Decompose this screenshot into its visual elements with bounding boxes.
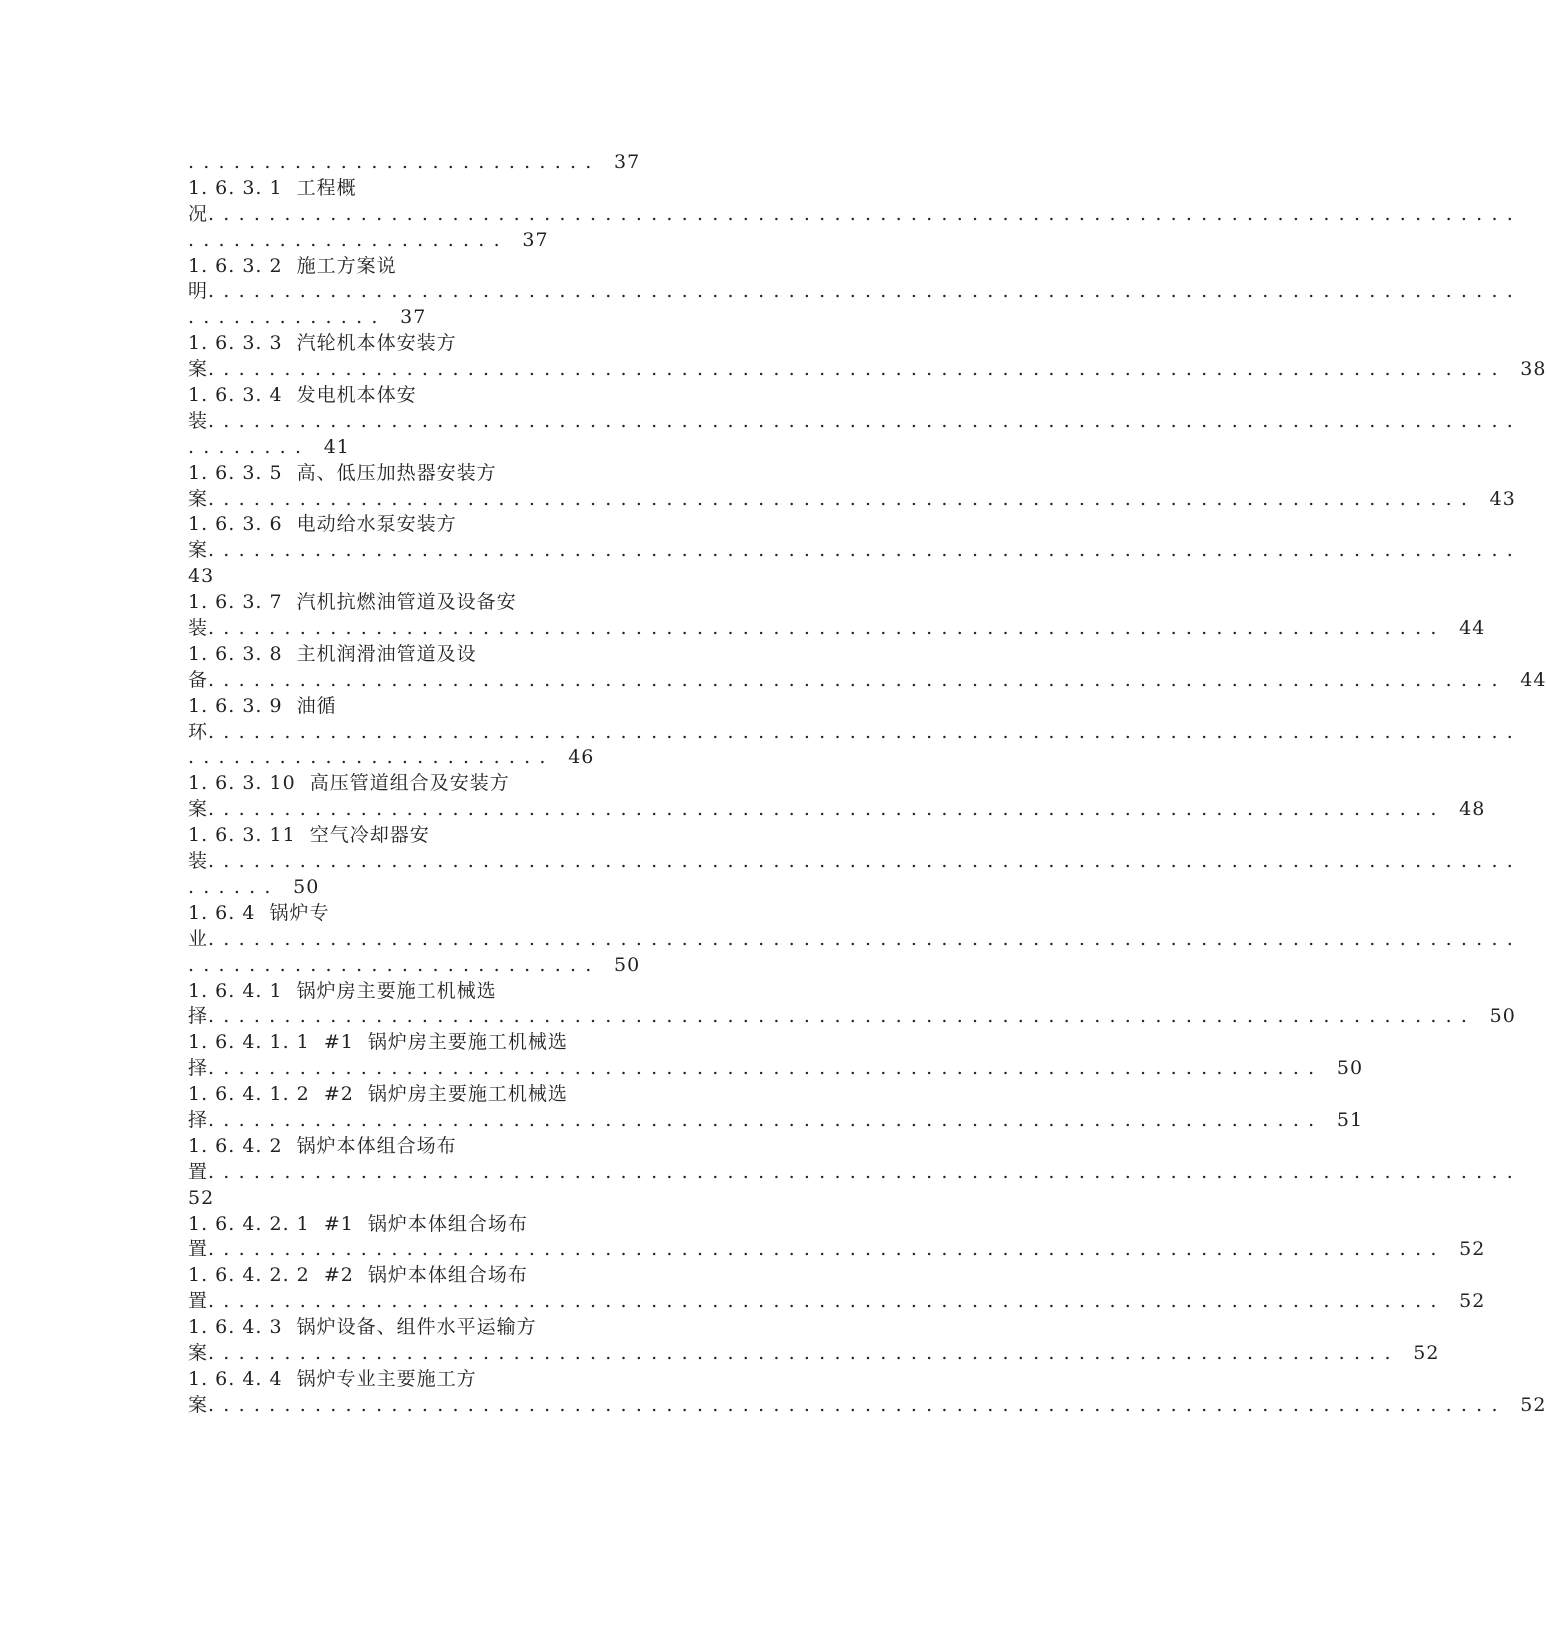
toc-entry-text: 52	[188, 1186, 215, 1209]
toc-entry-text: 择	[188, 1057, 209, 1080]
page-number-gap	[1316, 1057, 1337, 1079]
toc-line	[188, 383, 1098, 409]
dot-leader: . . . . . . . . . . . . . . . . . . . . . . . . . . . . . . . . . . . . . . . . . . . . . . . . . . . . . . . . . . . . . . . . . . . . . . . . . . . . . . . . .	[208, 1238, 1438, 1261]
dot-leader: . . . . . . . . . . . . . . . . . . . . . . . . . . .	[188, 953, 593, 976]
page-number-gap	[1499, 358, 1520, 380]
page-number: 50	[614, 953, 641, 976]
toc-entry-text: 1. 6. 4 锅炉专	[188, 901, 330, 924]
toc-line	[188, 1341, 1440, 1367]
toc-line	[188, 461, 1098, 487]
toc-entry-text: 置	[188, 1290, 209, 1313]
page-number-gap	[501, 229, 522, 251]
toc-line	[188, 1289, 1486, 1315]
page-number-gap	[1499, 669, 1520, 691]
toc-entry-text: 装	[188, 617, 209, 640]
toc-line	[188, 590, 1098, 616]
dot-leader: . . . . . . . . . . . . . . . . . . . . . . . . . . . . . . . . . . . . . . . . . . . . . . . . . . . . . . . . . . . . . . . . . . . . . . . . . . . . . . . . . . . . .	[208, 668, 1500, 691]
toc-line	[188, 1160, 1515, 1186]
toc-entry-text: 1. 6. 3. 3 汽轮机本体安装方	[188, 332, 457, 355]
page-number: 51	[1336, 1108, 1364, 1131]
toc-line	[188, 1134, 1098, 1160]
page-number-gap	[1438, 617, 1459, 639]
page-number: 44	[1459, 617, 1486, 640]
page-number: 44	[1520, 668, 1546, 691]
toc-line	[188, 694, 1098, 720]
toc-entry-text: 1. 6. 4. 2. 1 #1 锅炉本体组合场布	[188, 1212, 528, 1235]
toc-entry-text: 择	[188, 1108, 209, 1131]
toc-line	[188, 564, 1098, 590]
page-number: 38	[1520, 358, 1546, 381]
toc-line	[188, 1393, 1546, 1419]
toc-entry-text: 1. 6. 4. 1 锅炉房主要施工机械选	[188, 979, 497, 1002]
toc-line	[188, 228, 1098, 254]
toc-line	[188, 1263, 1098, 1289]
toc-entry-text: 择	[188, 1005, 209, 1028]
dot-leader: . . . . . . . . . . . . . . . . . . . . . . . . . . . . . . . . . . . . . . . . . . . . . . . . . . . . . . . . . . . . . . . . . . . . . . . . . . . . . . . . . . .	[208, 487, 1469, 510]
page-number: 48	[1459, 798, 1486, 821]
page-number: 52	[1520, 1393, 1546, 1416]
toc-entry-text: 置	[188, 1238, 209, 1261]
page-number-gap	[1438, 1238, 1459, 1260]
toc-entry-text: 1. 6. 4. 3 锅炉设备、组件水平运输方	[188, 1316, 537, 1339]
page-number: 52	[1459, 1238, 1486, 1261]
dot-leader: . . . . . . . . . . . . . . . . . . . . . . . . . . . . . . . . . . . . . . . . . . . . . . . . . . . . . . . . . . . . . . . . . . . . . . . . . . . . . . . . . . . . . .	[208, 1160, 1515, 1183]
dot-leader: . . . . . . . . . . . . . . . . . . . . . . . . . . . . . . . . . . . . . . . . . . . . . . . . . . . . . . . . . . . . . . . . . . . . . . . . . . . . . . . . .	[208, 1290, 1438, 1313]
toc-line	[188, 150, 1098, 176]
toc-entry-text: 1. 6. 3. 6 电动给水泵安装方	[188, 513, 457, 536]
toc-entry-text: 明	[188, 280, 209, 303]
toc-line	[188, 771, 1098, 797]
toc-line	[188, 1004, 1516, 1030]
toc-entry-text: 1. 6. 3. 11 空气冷却器安	[188, 824, 430, 847]
toc-entry-text: 1. 6. 4. 2 锅炉本体组合场布	[188, 1134, 457, 1157]
toc-entry-text: 备	[188, 668, 209, 691]
dot-leader: . . . . . .	[188, 875, 273, 898]
toc-entry-text: 环	[188, 720, 209, 743]
toc-entry-text: 案	[188, 358, 209, 381]
toc-entry-text: 业	[188, 927, 209, 950]
dot-leader: . . . . . . . . . . . . . . . . . . . . . . . . . . .	[188, 151, 593, 173]
dot-leader: . . . . . . . . . . . . . . . . . . . . . . . . . . . . . . . . . . . . . . . . . . . . . . . . . . . . . . . . . . . . . . . . . . . . . . . . . . . . . . . . . . . . . .	[208, 927, 1515, 950]
dot-leader: . . . . . . . . . . . . . . . . . . . . . . . . . . . . . . . . . . . . . . . . . . . . . . . . . . . . . . . . . . . . . . . . . . . . . . . . . . . . . . . . . . . . .	[208, 358, 1500, 381]
toc-line	[188, 176, 1098, 202]
toc-line	[188, 435, 1098, 461]
toc-entry-text: 1. 6. 3. 7 汽机抗燃油管道及设备安	[188, 591, 517, 614]
page-number-gap	[1469, 1005, 1490, 1027]
toc-entry-text: 案	[188, 1393, 209, 1416]
dot-leader: . . . . . . . . . . . . . . . . . . . . . . . . . . . . . . . . . . . . . . . . . . . . . . . . . . . . . . . . . . . . . . . . . . . . . . . . .	[208, 1108, 1316, 1131]
toc-entry-text: 案	[188, 1341, 209, 1364]
toc-line	[188, 979, 1098, 1005]
toc-entry-text: 1. 6. 4. 4 锅炉专业主要施工方	[188, 1367, 477, 1390]
dot-leader: . . . . . . . . . . . . . . . . . . . . .	[188, 228, 502, 251]
toc-entry-text: 置	[188, 1160, 209, 1183]
toc-line	[188, 745, 1098, 771]
page-number: 37	[522, 228, 549, 251]
toc-entry-text: 43	[188, 565, 215, 588]
toc-line	[188, 409, 1515, 435]
toc-line	[188, 953, 1098, 979]
dot-leader: . . . . . . . .	[188, 435, 303, 458]
toc-entry-text: 1. 6. 3. 1 工程概	[188, 176, 357, 199]
toc-entry-text: 1. 6. 4. 1. 2 #2 锅炉房主要施工机械选	[188, 1083, 568, 1106]
toc-line	[188, 642, 1098, 668]
page-number-gap	[272, 876, 293, 898]
page-number-gap	[593, 151, 614, 173]
table-of-contents	[188, 150, 1546, 1419]
page-number-gap	[547, 746, 568, 768]
page-number-gap	[1316, 1109, 1337, 1131]
toc-line	[188, 1082, 1098, 1108]
dot-leader: . . . . . . . . . . . . . . . . . . . . . . . . . . . . . . . . . . . . . . . . . . . . . . . . . . . . . . . . . . . . . . . . . . . . . . . . . . . . . . . . . . . . . .	[208, 539, 1515, 562]
toc-line	[188, 202, 1515, 228]
page-number: 37	[614, 151, 641, 173]
toc-line	[188, 538, 1515, 564]
toc-line	[188, 720, 1515, 746]
dot-leader: . . . . . . . . . . . . . . . . . . . . . . . . . . . . . . . . . . . . . . . . . . . . . . . . . . . . . . . . . . . . . . . . . . . . . . . . . . . . . . . . . . . . . .	[208, 202, 1515, 225]
page-number-gap	[1438, 798, 1459, 820]
dot-leader: . . . . . . . . . . . . . . . . . . . . . . . . . . . . . . . . . . . . . . . . . . . . . . . . . . . . . . . . . . . . . . . . . . . . . . . . . . . . . . . . . . . . . .	[208, 720, 1515, 743]
toc-line	[188, 512, 1098, 538]
toc-line	[188, 1237, 1486, 1263]
toc-entry-text: 案	[188, 539, 209, 562]
toc-line	[188, 1212, 1098, 1238]
dot-leader: . . . . . . . . . . . . . . . . . . . . . . . . . . . . . . . . . . . . . . . . . . . . . . . . . . . . . . . . . . . . . . . . . . . . . . . . . . . . . . . . .	[208, 798, 1438, 821]
page-number-gap	[1499, 1394, 1520, 1416]
toc-entry-text: 1. 6. 3. 8 主机润滑油管道及设	[188, 642, 477, 665]
dot-leader: . . . . . . . . . . . . . . . . . . . . . . . . . . . . . . . . . . . . . . . . . . . . . . . . . . . . . . . . . . . . . . . . . . . . . . . . .	[208, 1057, 1316, 1080]
page-number: 43	[1489, 487, 1516, 510]
page-number: 37	[400, 306, 427, 329]
dot-leader: . . . . . . . . . . . . . . . . . . . . . . . . . . . . . . . . . . . . . . . . . . . . . . . . . . . . . . . . . . . . . . . . . . . . . . . . . . . . . . . . . . . . . .	[208, 280, 1515, 303]
toc-entry-text: 案	[188, 798, 209, 821]
dot-leader: . . . . . . . . . . . . . . . . . . . . . . . . . . . . . . . . . . . . . . . . . . . . . . . . . . . . . . . . . . . . . . . . . . . . . . . . . . . . . . . . . . .	[208, 1005, 1469, 1028]
toc-line	[188, 305, 1098, 331]
page-number: 50	[1336, 1057, 1364, 1080]
toc-line	[188, 487, 1516, 513]
page-number-gap	[1469, 488, 1490, 510]
toc-entry-text: 况	[188, 202, 209, 225]
toc-line	[188, 1186, 1098, 1212]
toc-entry-text: 1. 6. 4. 1. 1 #1 锅炉房主要施工机械选	[188, 1031, 568, 1054]
toc-line	[188, 331, 1098, 357]
toc-line	[188, 254, 1098, 280]
page-number: 46	[568, 746, 595, 769]
page-number-gap	[593, 954, 614, 976]
toc-entry-text: 1. 6. 4. 2. 2 #2 锅炉本体组合场布	[188, 1264, 528, 1287]
page-number: 41	[323, 435, 350, 458]
page-number: 50	[1489, 1005, 1516, 1028]
toc-line	[188, 1108, 1364, 1134]
toc-entry-text: 装	[188, 409, 209, 432]
page-number: 52	[1413, 1341, 1440, 1364]
toc-entry-text: 案	[188, 487, 209, 510]
toc-line	[188, 823, 1098, 849]
page-number: 52	[1459, 1290, 1486, 1313]
toc-line	[188, 849, 1515, 875]
dot-leader: . . . . . . . . . . . . . . . . . . . . . . . . . . . . . . . . . . . . . . . . . . . . . . . . . . . . . . . . . . . . . . . . . . . . . . . . . . . . . . . . . . . . . .	[208, 409, 1515, 432]
toc-entry-text: 1. 6. 3. 5 高、低压加热器安装方	[188, 461, 497, 484]
page-number-gap	[1392, 1342, 1413, 1364]
toc-entry-text: 1. 6. 3. 10 高压管道组合及安装方	[188, 772, 510, 795]
toc-line	[188, 1056, 1364, 1082]
toc-entry-text: 装	[188, 850, 209, 873]
toc-entry-text: 1. 6. 3. 9 油循	[188, 694, 337, 717]
toc-line	[188, 875, 1098, 901]
dot-leader: . . . . . . . . . . . . . . . . . . . . . . . .	[188, 746, 548, 769]
toc-line	[188, 279, 1515, 305]
toc-line	[188, 797, 1486, 823]
dot-leader: . . . . . . . . . . . . . . . . . . . . . . . . . . . . . . . . . . . . . . . . . . . . . . . . . . . . . . . . . . . . . . . . . . . . . . . . . . . . . . . . . . . . . .	[208, 850, 1515, 873]
toc-line	[188, 901, 1098, 927]
page-number-gap	[303, 436, 324, 458]
toc-line	[188, 1030, 1098, 1056]
page-number: 50	[293, 875, 320, 898]
toc-line	[188, 1315, 1098, 1341]
toc-line	[188, 616, 1486, 642]
dot-leader: . . . . . . . . . . . . .	[188, 306, 379, 329]
toc-line	[188, 1367, 1098, 1393]
toc-line	[188, 927, 1515, 953]
toc-entry-text: 1. 6. 3. 4 发电机本体安	[188, 384, 417, 407]
page-number-gap	[1438, 1290, 1459, 1312]
toc-line	[188, 668, 1546, 694]
dot-leader: . . . . . . . . . . . . . . . . . . . . . . . . . . . . . . . . . . . . . . . . . . . . . . . . . . . . . . . . . . . . . . . . . . . . . . . . . . . . . . . . .	[208, 617, 1438, 640]
dot-leader: . . . . . . . . . . . . . . . . . . . . . . . . . . . . . . . . . . . . . . . . . . . . . . . . . . . . . . . . . . . . . . . . . . . . . . . . . . . . . . . . . . . . .	[208, 1393, 1500, 1416]
page-number-gap	[379, 306, 400, 328]
toc-line	[188, 357, 1546, 383]
dot-leader: . . . . . . . . . . . . . . . . . . . . . . . . . . . . . . . . . . . . . . . . . . . . . . . . . . . . . . . . . . . . . . . . . . . . . . . . . . . . . .	[208, 1341, 1393, 1364]
toc-entry-text: 1. 6. 3. 2 施工方案说	[188, 254, 397, 277]
